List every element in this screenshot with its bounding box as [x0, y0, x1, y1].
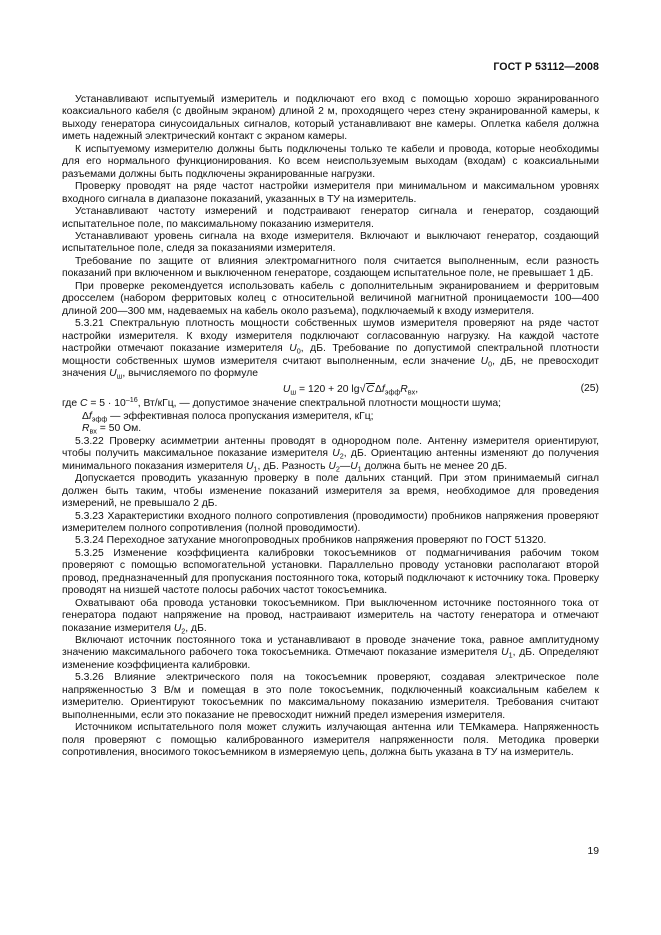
text-segment: , дБ. Разность	[257, 460, 329, 472]
formula-delta: Δ	[374, 384, 382, 396]
subscript: эфф	[91, 414, 108, 424]
sqrt-argument	[366, 383, 375, 395]
variable-u: U	[350, 460, 358, 472]
paragraph-5-3-25: 5.3.25 Изменение коэффициента калибровки токосъемников от подмагничивания рабочим током проверяют с помощью вспомогательной установки. Параллельно проводу установки располагают второй провод, предназначенный для пропускания постоянного тока, который подключают к источнику тока. Проверку проводят на низшей частоте полосы рабочих частот токосъемника.	[62, 547, 599, 597]
formula-c: C	[366, 384, 374, 396]
formula-r: R	[400, 384, 408, 396]
variable-u: U	[480, 355, 489, 367]
variable-u: U	[501, 647, 509, 659]
formula-u-subscript: ш	[290, 387, 297, 397]
text-segment: , дБ. Ориентацию антенны изменяют до получения минимального показания измерителя	[62, 448, 599, 472]
paragraph-5-3-23: 5.3.23 Характеристики входного полного сопротивления (проводимости) пробников напряжения проверяют измерителем полного сопротивления (полной проводимости).	[62, 510, 599, 534]
delta-symbol: Δ	[82, 410, 89, 422]
formula-25	[62, 380, 599, 398]
paragraph: Устанавливают частоту измерений и подстраивают генератор сигнала и генератор, создающий испытательное поле, по максимальному показанию измерителя.	[62, 206, 599, 230]
variable-u: U	[328, 460, 336, 472]
variable-u: U	[173, 622, 182, 634]
text-segment: 5.3.22 Проверку асимметрии антенны проводят в однородном поле. Антенну измерителя ориентируют, чтобы получить максимальное показание измерителя	[62, 435, 599, 460]
formula-f: f	[381, 384, 385, 396]
text-segment: , дБ. Определяют изменение коэффициента калибровки.	[62, 647, 600, 671]
paragraph	[62, 635, 599, 672]
variable-u: U	[109, 367, 117, 379]
text-segment: 5.3.21 Спектральную плотность мощности собственных шумов измерителя проверяют на ряде частот настройки измерителя. К входу измерителя подключают согласованную нагрузку. На каждой частоте настройки отмечают показание измерителя	[62, 318, 599, 355]
text-segment: — эффективная полоса пропускания измерителя, кГц;	[107, 410, 374, 422]
formula-equals: = 120 + 20 lg	[296, 384, 360, 396]
paragraph: Проверку проводят на ряде частот настройки измерителя при минимальном и максимальном уровнях входного сигнала в диапазоне показаний, указанных в ТУ на измеритель.	[62, 181, 599, 205]
text-segment: = 50 Ом.	[96, 423, 142, 435]
subscript: 0	[296, 346, 301, 356]
paragraph: Источником испытательного поля может служить излучающая антенна или ТЕМкамера. Напряженность поля проверяют с помощью калиброванного измерителя напряженности поля. Методика проверки сопротивления, вносимого токосъемником в измеряемую цепь, должна быть указана в ТУ на измеритель.	[62, 722, 599, 759]
paragraph: Устанавливают уровень сигнала на входе измерителя. Включают и выключают генератор, создающий испытательное поле, следя за показаниями измерителя.	[62, 230, 599, 255]
where-item-c	[62, 395, 599, 410]
subscript: вх	[89, 426, 97, 436]
equation-number: (25)	[580, 383, 599, 395]
paragraph-5-3-21	[62, 318, 599, 380]
text-segment: , дБ, не превосходит значения	[62, 355, 600, 379]
variable-r: R	[82, 423, 90, 435]
document-header: ГОСТ Р 53112—2008	[493, 61, 599, 73]
subscript: 1	[253, 464, 258, 474]
variable-c: C	[79, 398, 88, 410]
subscript: ш	[116, 371, 123, 381]
text-segment: = 5 · 10	[87, 398, 126, 410]
variable-u: U	[289, 343, 297, 355]
text-segment: , дБ. Требование по допустимой спектральной плотности мощности собственных шумов измерителя считают выполненным, если значение	[62, 343, 600, 367]
formula-r-subscript: вх	[407, 387, 416, 397]
paragraph: Устанавливают испытуемый измеритель и подключают его вход с помощью хорошо экранированного коаксиального кабеля (с двойным экраном) длиной 2 м, проходящего через стену экранированной камеры, к выходу генератора синусоидальных сигналов, который устанавливают вне камеры. Оплетка кабеля должна иметь надежный электрический контакт с экраном камеры.	[62, 94, 599, 143]
formula-u: U	[282, 384, 291, 396]
paragraph: Допускается проводить указанную проверку в поле дальних станций. При этом принимаемый сигнал должен быть таким, чтобы изменение показаний измерителя за время, необходимое для проведения измерений, не превышало 2 дБ.	[62, 473, 599, 510]
text-segment: Охватывают оба провода установки токосъемником. При выключенном источнике постоянного тока от генератора подают напряжение на провод, настраивают измеритель на частоту генератора и отмечают показание измерителя	[62, 597, 599, 634]
variable-f: f	[88, 410, 92, 422]
where-item-df	[62, 411, 599, 423]
subscript: 2	[339, 451, 344, 461]
variable-u: U	[245, 460, 254, 472]
text-segment: —	[339, 460, 351, 472]
where-item-r	[62, 423, 599, 435]
superscript: –16	[125, 395, 138, 405]
sqrt-sign: √	[359, 383, 366, 396]
subscript: 1	[508, 650, 513, 660]
paragraph: Требование по защите от влияния электромагнитного поля считается выполненным, если разность показаний при включенном и выключенном генераторе, создающем испытательное поле, не превышает 1 дБ.	[62, 255, 599, 280]
text-segment: , Вт/кГц, — допустимое значение спектральной плотности мощности шума;	[137, 398, 501, 410]
paragraph: При проверке рекомендуется использовать кабель с дополнительным экранированием и ферритовым дросселем (набором ферритовых колец с относительной величиной магнитной проницаемости 100—400 длиной 200—300 мм, надеваемых на кабель около разъема), подключаемый к входу измерителя.	[62, 280, 599, 317]
paragraph: К испытуемому измерителю должны быть подключены только те кабели и провода, которые необходимы для его нормального функционирования. Ко всем неиспользуемым выходам (входам) с коаксиальными разъемами должны быть подключены экранированные нагрузки.	[62, 143, 599, 180]
variable-u: U	[332, 448, 340, 460]
subscript: 2	[335, 464, 340, 474]
subscript: 1	[357, 464, 362, 474]
text-segment: Включают источник постоянного тока и устанавливают в проводе значение тока, равное амплитудному значению максимального рабочего тока токосъемника. Отмечают показание измерителя	[62, 635, 599, 659]
document-body	[62, 94, 599, 760]
page-number: 19	[587, 846, 599, 857]
text-segment: где	[62, 398, 80, 410]
paragraph-5-3-24: 5.3.24 Переходное затухание многопроводных пробников напряжения проверяют по ГОСТ 51320.	[75, 535, 547, 547]
subscript: 0	[488, 359, 493, 369]
formula-tail: ,	[415, 384, 419, 396]
text-segment: , дБ.	[185, 622, 207, 634]
formula-f-subscript: эфф	[384, 387, 401, 397]
text-segment: , вычисляемого по формуле	[122, 367, 259, 379]
paragraph	[62, 598, 599, 635]
subscript: 2	[181, 626, 186, 636]
text-segment: должна быть не менее 20 дБ.	[361, 460, 508, 472]
paragraph-5-3-22	[62, 436, 599, 473]
paragraph-5-3-26: 5.3.26 Влияние электрического поля на токосъемник проверяют, создавая электрическое поле напряженностью 3 В/м и помещая в это поле токосъемник, подключенный коаксиальным кабелем к измерителю. Ориентируют токосъемник по максимальному показанию измерителя. Требования считают выполненными, если это показание не превосходит нижний предел измерения измерителя.	[62, 672, 599, 721]
